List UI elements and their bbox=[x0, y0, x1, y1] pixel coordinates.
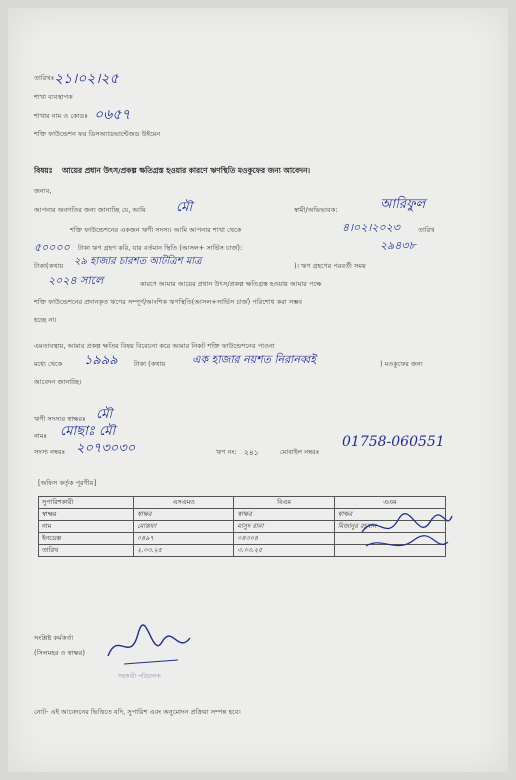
para2-c: ) মওকুফের জন্য bbox=[380, 360, 423, 368]
loan-no-label: ঋণ নং: bbox=[216, 448, 237, 456]
column-header: এসএমও bbox=[134, 497, 234, 509]
smo-index: ০৪৯৭ bbox=[134, 533, 234, 545]
to-label: শাখা ব্যবস্থাপক bbox=[34, 93, 73, 101]
waiver-in-words: এক হাজার নয়শত নিরানব্বই bbox=[192, 353, 316, 366]
am-signature: স্বাক্ষর bbox=[334, 509, 445, 521]
member-name: মোছাঃ মৌ bbox=[60, 424, 116, 439]
row-label: ইনডেক্স bbox=[39, 533, 134, 545]
am-name: মিজানুর রহমান bbox=[334, 521, 445, 533]
row-label: নাম bbox=[39, 521, 134, 533]
loss-year: ২০২৪ সালে bbox=[48, 274, 104, 287]
officer-label: সংশ্লিষ্ট কর্মকর্তা bbox=[34, 634, 74, 642]
para2-line1: এমতাবস্থায়, আমার প্রকল্প ক্ষতির বিষয় বিবেচনা করে আমার নিকট শক্তি ফাউন্ডেশনের পাওনা bbox=[34, 342, 275, 350]
column-header: বিএম bbox=[234, 497, 334, 509]
bm-index: ০৪৩০৪ bbox=[234, 533, 334, 545]
member-no-label: সদস্য নম্বরঃ bbox=[34, 448, 66, 456]
column-header: এএম bbox=[334, 497, 445, 509]
loan-amount: ৫০০০০ bbox=[34, 241, 70, 254]
branch-code: ০৬৫৭ bbox=[94, 107, 131, 123]
member-no: ২০৭৩০৩০ bbox=[76, 441, 136, 456]
mobile-label: মোবাইল নম্বরঃ bbox=[280, 448, 320, 456]
body-line6: শক্তি ফাউন্ডেশনের প্রদানকৃত ঋণের সম্পূর্ণ/আংশিক ঋণস্থিতি(আসল+সার্ভিস চার্জ) পরিশোধ করা সম্ভব bbox=[34, 298, 303, 306]
body-line2a: শক্তি ফাউন্ডেশনের একজন ঋণী সদস্য। আমি আপনার শাখা থেকে bbox=[70, 226, 242, 234]
balance-in-words: ২৯ হাজার চারশত আটত্রিশ মাত্র bbox=[74, 256, 202, 267]
org-name: শক্তি ফাউন্ডেশন ফর ডিসঅ্যাডভান্টেজড উইমেন bbox=[34, 130, 161, 138]
body-line3a: টাকা ঋণ গ্রহণ করি, যার বর্তমান স্থিতি (আসল+ সার্ভিস চার্জ): bbox=[78, 244, 243, 252]
para2-line3: আবেদন জানাচ্ছি। bbox=[34, 378, 82, 386]
body-line7: হচ্ছে না। bbox=[34, 316, 57, 324]
body-line5a: কারণে আমার আয়ের প্রধান উৎস/প্রকল্প ক্ষতিগ্রস্ত হওয়ায় আমার পক্ষে bbox=[140, 280, 322, 288]
balance-value: ২৯৪৩৮ bbox=[380, 239, 416, 252]
smo-signature: স্বাক্ষর bbox=[134, 509, 234, 521]
row-label: তারিখ bbox=[39, 545, 134, 557]
body-line1a: আপনার অবগতির জন্য জানাচ্ছি যে, আমি bbox=[34, 206, 146, 214]
application-form bbox=[8, 8, 508, 772]
para2-b: টাকা (কথায় bbox=[134, 360, 166, 368]
member-sig-label: ঋণী সদস্যর স্বাক্ষরঃ bbox=[34, 415, 86, 423]
officer-sig-label: (সিলমহর ও স্বাক্ষর) bbox=[34, 649, 85, 657]
subject-label: বিষয়ঃ bbox=[34, 166, 53, 175]
body-line4a: টাকা(কথায় bbox=[34, 262, 64, 270]
mobile-number: 01758-060551 bbox=[342, 434, 445, 450]
loan-no: ২৪১ bbox=[244, 448, 259, 457]
name-label: নামঃ bbox=[34, 432, 48, 440]
body-line2b: তারিখ bbox=[418, 226, 435, 234]
bm-name: মাসুদ রানা bbox=[234, 521, 334, 533]
row-label: স্বাক্ষর bbox=[39, 509, 134, 521]
loan-date: ৪।০২।২০২৩ bbox=[342, 221, 400, 234]
footer-note: নোট- এই আবেদনের ভিত্তিতে যদি, সুপারিশ এবং অনুমোদন প্রক্রিয়া সম্পন্ন হবে। bbox=[34, 708, 241, 716]
guardian-name: আরিফুল bbox=[380, 197, 426, 212]
smo-date: ২.০৩.২৫ bbox=[134, 545, 234, 557]
bm-date: ৩.০৩.২৫ bbox=[234, 545, 334, 557]
subject-text: আয়ের প্রধান উৎস/প্রকল্প ক্ষতিগ্রস্ত হওয়ার কারণে ঋণস্থিতি মওকুফের জন্য আবেদন। bbox=[62, 166, 311, 175]
applicant-name: মৌ bbox=[176, 200, 193, 215]
salutation: জনাব, bbox=[34, 187, 52, 195]
smo-name: মোস্তফা bbox=[134, 521, 234, 533]
column-header: সুপারিশকারী bbox=[39, 497, 134, 509]
para2-a: মধ্যে থেকে bbox=[34, 360, 63, 368]
date-value: ২১।০২।২৫ bbox=[54, 71, 119, 87]
officer-signature-icon bbox=[104, 620, 194, 670]
am-signature-scribble-icon bbox=[356, 502, 456, 562]
body-line1b: স্বামী/অভিভাবক: bbox=[294, 206, 338, 214]
office-caption: [অফিস কর্তৃক পূরণীয়] bbox=[38, 479, 97, 487]
bm-signature: স্বাক্ষর bbox=[234, 509, 334, 521]
date-label: তারিখঃ bbox=[34, 74, 55, 82]
branch-label: শাখার নাম ও কোডঃ bbox=[34, 112, 88, 120]
officer-stamp: সহকারী পরিচালক bbox=[118, 673, 161, 680]
body-line4b: )। ঋণ গ্রহণের পরবর্তী সময় bbox=[294, 262, 366, 270]
member-signature: মৌ bbox=[96, 407, 113, 422]
waiver-amount: ১৯৯৯ bbox=[84, 353, 118, 368]
